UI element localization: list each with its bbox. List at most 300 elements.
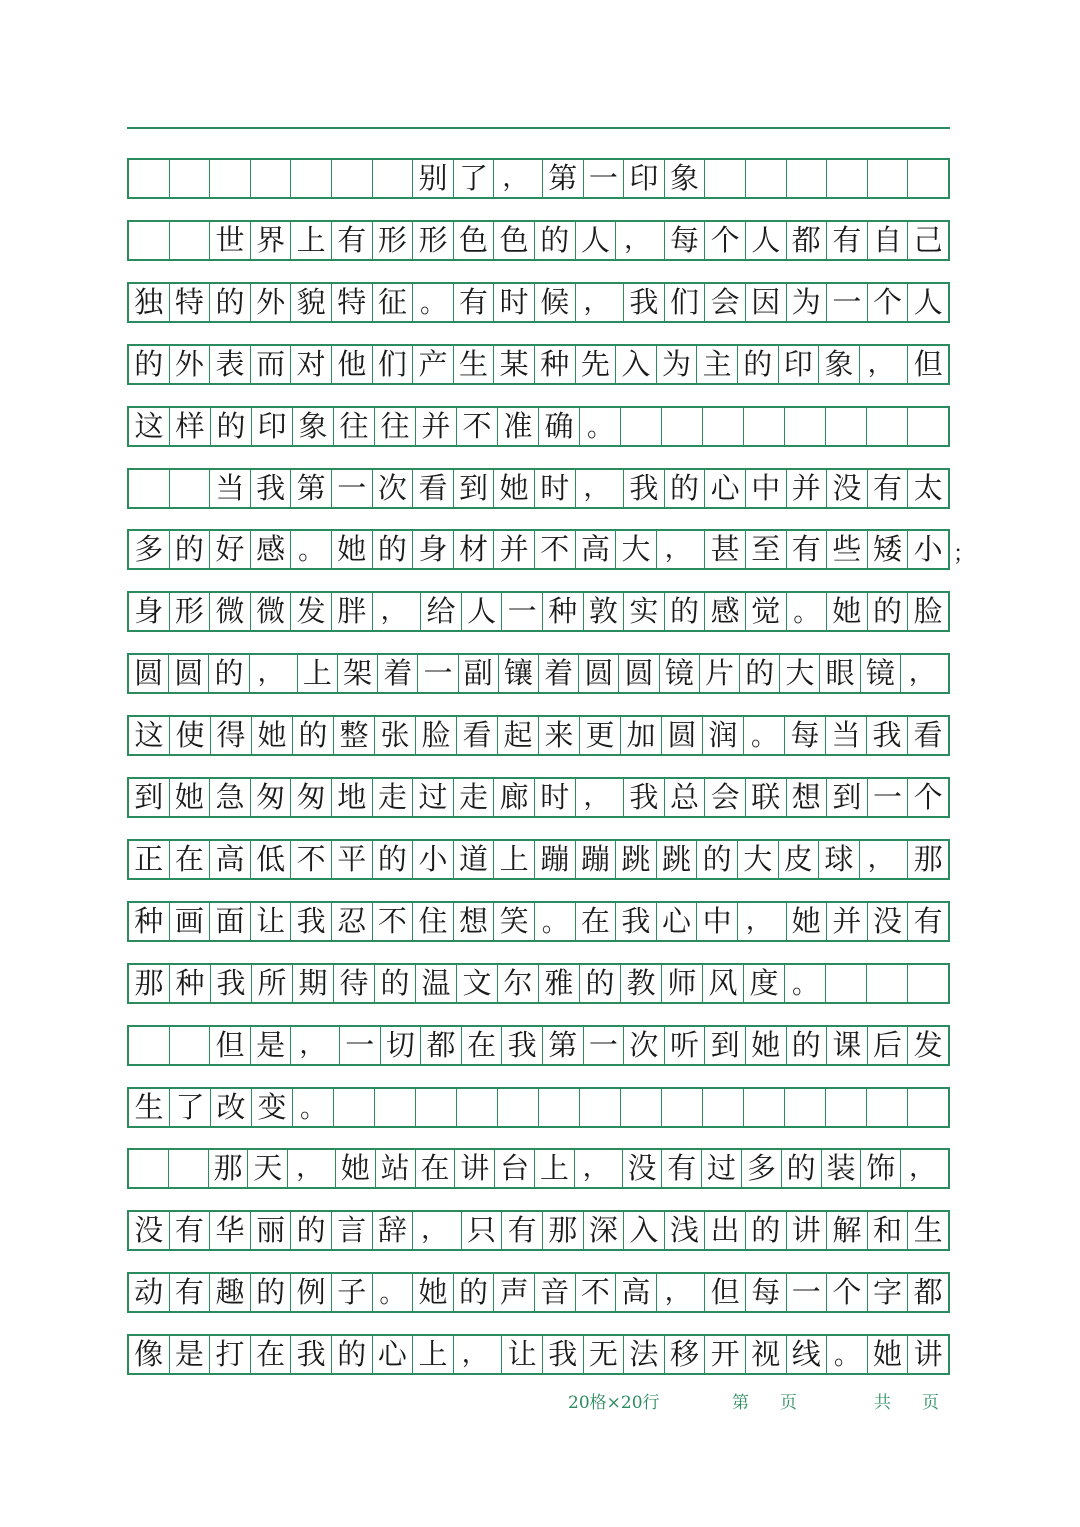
- grid-cell: 他: [332, 346, 373, 383]
- grid-cell: 我: [624, 779, 665, 816]
- grid-cell: 文: [457, 965, 498, 1002]
- grid-cell: 界: [251, 222, 292, 259]
- grid-cell: 镶: [499, 655, 539, 692]
- grid-cell: [867, 965, 908, 1002]
- grid-cell: 跳: [657, 841, 698, 878]
- grid-cell: 我: [624, 284, 665, 321]
- grid-cell: 。: [785, 965, 826, 1002]
- grid-cell: 给: [421, 593, 462, 630]
- grid-cell: 脸: [416, 717, 457, 754]
- grid-cell: [867, 408, 908, 445]
- grid-cell: [170, 222, 211, 259]
- grid-cell: 我: [867, 717, 908, 754]
- grid-cell: 第: [543, 160, 584, 197]
- grid-cell: 有: [662, 1150, 702, 1187]
- grid-cell: [580, 1089, 621, 1126]
- grid-cell: 的: [665, 593, 706, 630]
- grid-cell: 动: [129, 1274, 170, 1311]
- grid-cell: 想: [454, 903, 495, 940]
- grid-cell: 在: [170, 841, 211, 878]
- grid-cell: 们: [665, 284, 706, 321]
- grid-cell: 她: [868, 1336, 909, 1373]
- grid-cell: 在: [251, 1336, 292, 1373]
- grid-cell: 到: [129, 779, 170, 816]
- grid-cell: 字: [868, 1274, 909, 1311]
- grid-cell: 她: [336, 1150, 376, 1187]
- grid-cell: 镜: [660, 655, 700, 692]
- grid-cell: ，: [575, 1150, 623, 1187]
- grid-cell: 眼: [820, 655, 860, 692]
- grid-cell: 她: [170, 779, 211, 816]
- grid-cell: 时: [535, 779, 576, 816]
- grid-cell: 那: [543, 1212, 584, 1249]
- grid-cell: 圆: [662, 717, 703, 754]
- grid-cell: ，: [908, 658, 935, 689]
- grid-cell: 形: [413, 222, 454, 259]
- grid-cell: 的: [746, 1212, 787, 1249]
- grid-cell: [129, 1150, 169, 1187]
- grid-cell: 世: [210, 222, 251, 259]
- grid-cell: 高: [616, 1274, 657, 1311]
- grid-cell: 些: [827, 531, 868, 568]
- grid-cell: [785, 1089, 826, 1126]
- grid-cell: 好: [210, 531, 251, 568]
- grid-cell: 台: [495, 1150, 535, 1187]
- grid-cell: 某: [494, 346, 535, 383]
- grid-cell: 辞: [373, 1212, 414, 1249]
- grid-cell: 种: [543, 593, 584, 630]
- grid-cell: 镜: [861, 655, 901, 692]
- grid-cell: [867, 1089, 908, 1126]
- grid-cell: 并: [494, 531, 535, 568]
- grid-cell: 课: [827, 1027, 868, 1064]
- grid-cell: 道: [454, 841, 495, 878]
- total-unit-label: 页: [922, 1393, 939, 1413]
- grid-cell: [291, 160, 332, 197]
- grid-row: [127, 1334, 950, 1375]
- grid-cell: 因: [746, 284, 787, 321]
- grid-cell: 至: [746, 531, 787, 568]
- grid-cell: 都: [421, 1027, 462, 1064]
- grid-cell: [129, 160, 170, 197]
- grid-cell: 没: [623, 1150, 663, 1187]
- grid-cell: 矮: [868, 531, 909, 568]
- grid-cell: 出: [705, 1212, 746, 1249]
- grid-cell: 温: [416, 965, 457, 1002]
- grid-cell: 有: [827, 222, 868, 259]
- grid-cell: ，: [860, 346, 909, 383]
- grid-cell: 的: [209, 655, 249, 692]
- grid-cell: [170, 470, 211, 507]
- grid-cell: 的: [740, 655, 780, 692]
- grid-cell: 有: [787, 531, 828, 568]
- grid-cell: [908, 408, 948, 445]
- grid-cell: 圆: [169, 655, 209, 692]
- grid-cell: [908, 160, 948, 197]
- grid-cell: 解: [827, 1212, 868, 1249]
- grid-cell: 只: [462, 1212, 503, 1249]
- grid-cell: ，: [454, 1336, 503, 1373]
- grid-cell: [785, 408, 826, 445]
- grid-cell: 讲: [787, 1212, 828, 1249]
- grid-cell: 发: [913, 1027, 943, 1062]
- grid-cell: 的: [291, 1212, 332, 1249]
- grid-cell: 讲: [455, 1150, 495, 1187]
- grid-cell: 。: [291, 531, 332, 568]
- grid-cell: 到: [827, 779, 868, 816]
- grid-cell: 师: [662, 965, 703, 1002]
- grid-cell: 会: [705, 284, 746, 321]
- grid-cell: 在: [462, 1027, 503, 1064]
- grid-cell: 更: [580, 717, 621, 754]
- grid-cell: 个: [705, 222, 746, 259]
- grid-cell: 发: [291, 593, 332, 630]
- grid-cell: 我: [616, 903, 657, 940]
- grid-cell: 并: [827, 903, 868, 940]
- grid-row: [127, 777, 950, 818]
- grid-cell: 匆: [251, 779, 292, 816]
- grid-cell: 当: [210, 470, 251, 507]
- grid-cell: 线: [787, 1336, 828, 1373]
- grid-cell: 的: [251, 1274, 292, 1311]
- grid-cell: 人: [576, 222, 617, 259]
- grid-cell: 不: [576, 1274, 617, 1311]
- grid-cell: 的: [293, 717, 334, 754]
- grid-cell: 一: [502, 593, 543, 630]
- grid-cell: 感: [251, 531, 292, 568]
- grid-cell: 圆: [129, 655, 169, 692]
- grid-cell: 我: [211, 965, 252, 1002]
- grid-cell: 到: [705, 1027, 746, 1064]
- grid-row: [127, 1210, 950, 1251]
- grid-cell: 主: [697, 346, 738, 383]
- grid-cell: 上: [298, 655, 338, 692]
- grid-cell: [908, 965, 948, 1002]
- grid-cell: 我: [543, 1336, 584, 1373]
- grid-cell: 上: [291, 222, 332, 259]
- grid-cell: 我: [291, 903, 332, 940]
- grid-cell: 象: [665, 160, 706, 197]
- grid-cell: 的: [211, 408, 252, 445]
- grid-cell: 的: [454, 1274, 495, 1311]
- grid-cell: 色: [454, 222, 495, 259]
- grid-cell: 人: [746, 222, 787, 259]
- grid-cell: 独: [129, 284, 170, 321]
- grid-cell: 个: [868, 284, 909, 321]
- grid-cell: 变: [252, 1089, 293, 1126]
- grid-cell: 。: [373, 1274, 414, 1311]
- grid-cell: 候: [535, 284, 576, 321]
- grid-cell: 她: [413, 1274, 454, 1311]
- overflow-punctuation: ；: [953, 542, 976, 568]
- grid-cell: ，: [576, 284, 625, 321]
- grid-cell: 们: [373, 346, 414, 383]
- grid-cell: [498, 1089, 539, 1126]
- grid-cell: [744, 1089, 785, 1126]
- grid-row: [127, 468, 950, 509]
- grid-cell: [662, 408, 703, 445]
- grid-cell: 大: [738, 841, 779, 878]
- grid-cell: 蹦: [535, 841, 576, 878]
- grid-cell: 一: [332, 470, 373, 507]
- grid-cell: 球: [819, 841, 860, 878]
- grid-cell: ，: [250, 655, 298, 692]
- grid-cell: 入: [624, 1212, 665, 1249]
- grid-cell: 我: [251, 470, 292, 507]
- grid-cell: 一: [827, 284, 868, 321]
- grid-cell: 我: [624, 470, 665, 507]
- grid-cell: 第: [291, 470, 332, 507]
- top-rule: [127, 127, 950, 129]
- grid-cell: 联: [746, 779, 787, 816]
- grid-cell: 看: [913, 718, 943, 753]
- grid-cell: 像: [129, 1336, 170, 1373]
- grid-cell: 听: [665, 1027, 706, 1064]
- grid-cell: ，: [657, 531, 706, 568]
- grid-cell: 了: [170, 1089, 211, 1126]
- grid-cell: 先: [576, 346, 617, 383]
- grid-cell: 并: [416, 408, 457, 445]
- grid-cell: [334, 1089, 375, 1126]
- grid-cell: 待: [334, 965, 375, 1002]
- grid-cell: 面: [210, 903, 251, 940]
- grid-cell: [332, 160, 373, 197]
- grid-cell: 当: [826, 717, 867, 754]
- grid-cell: 的: [373, 841, 414, 878]
- grid-cell: 没: [827, 470, 868, 507]
- grid-cell: 。: [827, 1336, 868, 1373]
- grid-cell: ，: [860, 841, 909, 878]
- grid-cell: 准: [498, 408, 539, 445]
- grid-cell: 看: [457, 717, 498, 754]
- grid-cell: 有: [332, 222, 373, 259]
- grid-cell: 不: [373, 903, 414, 940]
- grid-cell: 上: [413, 1336, 454, 1373]
- grid-cell: 的: [375, 965, 416, 1002]
- grid-cell: 她: [746, 1027, 787, 1064]
- grid-cell: 和: [868, 1212, 909, 1249]
- grid-cell: 有: [502, 1212, 543, 1249]
- grid-cell: 并: [787, 470, 828, 507]
- grid-cell: 整: [334, 717, 375, 754]
- grid-cell: 每: [746, 1274, 787, 1311]
- grid-cell: 是: [170, 1336, 211, 1373]
- grid-cell: 生: [129, 1089, 170, 1126]
- grid-cell: 她: [827, 593, 868, 630]
- grid-cell: [210, 160, 251, 197]
- grid-row: [127, 715, 950, 756]
- grid-cell: 敦: [584, 593, 625, 630]
- grid-cell: 装: [822, 1150, 862, 1187]
- grid-cell: 深: [584, 1212, 625, 1249]
- grid-cell: [539, 1089, 580, 1126]
- grid-cell: 但: [210, 1027, 251, 1064]
- grid-cell: 丽: [251, 1212, 292, 1249]
- grid-cell: 印: [779, 346, 820, 383]
- grid-cell: [826, 1089, 867, 1126]
- grid-cell: 副: [459, 655, 499, 692]
- grid-cell: 那: [129, 965, 170, 1002]
- grid-cell: 会: [705, 779, 746, 816]
- grid-row: [127, 406, 950, 447]
- grid-cell: 她: [332, 531, 373, 568]
- grid-cell: ，: [288, 1150, 336, 1187]
- grid-cell: 她: [787, 903, 828, 940]
- grid-cell: 高: [210, 841, 251, 878]
- grid-cell: 她: [252, 717, 293, 754]
- grid-cell: 心: [705, 470, 746, 507]
- grid-cell: 开: [705, 1336, 746, 1373]
- grid-cell: 特: [332, 284, 373, 321]
- grid-cell: 小: [413, 841, 454, 878]
- grid-cell: 一: [868, 779, 909, 816]
- grid-cell: [375, 1089, 416, 1126]
- grid-cell: 度: [744, 965, 785, 1002]
- grid-cell: ，: [413, 1212, 462, 1249]
- grid-cell: 确: [539, 408, 580, 445]
- grid-cell: 的: [373, 531, 414, 568]
- grid-cell: 匆: [291, 779, 332, 816]
- grid-cell: 地: [332, 779, 373, 816]
- grid-cell: [170, 1027, 211, 1064]
- grid-cell: 着: [539, 655, 579, 692]
- grid-cell: 种: [129, 903, 170, 940]
- grid-cell: [703, 408, 744, 445]
- grid-cell: 一: [418, 655, 458, 692]
- grid-cell: 视: [746, 1336, 787, 1373]
- grid-cell: 微: [251, 593, 292, 630]
- grid-cell: 圆: [619, 655, 659, 692]
- grid-cell: [787, 160, 828, 197]
- grid-cell: 过: [413, 779, 454, 816]
- grid-cell: 第: [543, 1027, 584, 1064]
- grid-cell: 架: [338, 655, 378, 692]
- grid-cell: 浅: [665, 1212, 706, 1249]
- page-number-label: 第: [732, 1393, 749, 1413]
- grid-cell: 有: [454, 284, 495, 321]
- grid-cell: 外: [251, 284, 292, 321]
- grid-cell: 个: [827, 1274, 868, 1311]
- grid-cell: 那: [209, 1150, 249, 1187]
- grid-cell: 种: [170, 965, 211, 1002]
- grid-cell: 的: [787, 1027, 828, 1064]
- grid-cell: 总: [665, 779, 706, 816]
- grid-cell: 生: [913, 1213, 943, 1248]
- grid-cell: 张: [375, 717, 416, 754]
- grid-cell: [170, 160, 211, 197]
- grid-cell: 象: [819, 346, 860, 383]
- grid-cell: 她: [494, 470, 535, 507]
- grid-cell: 多: [129, 531, 170, 568]
- grid-row: [127, 901, 950, 942]
- grid-cell: 到: [454, 470, 495, 507]
- grid-cell: 。: [413, 284, 454, 321]
- grid-row: [127, 220, 950, 261]
- grid-cell: 趣: [210, 1274, 251, 1311]
- grid-cell: [129, 1027, 170, 1064]
- grid-row: [127, 1148, 950, 1189]
- grid-cell: 一: [787, 1274, 828, 1311]
- grid-cell: 次: [624, 1027, 665, 1064]
- grid-cell: [457, 1089, 498, 1126]
- grid-row: [127, 591, 950, 632]
- grid-cell: [744, 408, 785, 445]
- grid-cell: 有: [868, 470, 909, 507]
- grid-cell: 画: [170, 903, 211, 940]
- grid-cell: ，: [373, 593, 422, 630]
- grid-cell: 教: [621, 965, 662, 1002]
- grid-cell: 改: [211, 1089, 252, 1126]
- grid-cell: 这: [129, 717, 170, 754]
- grid-cell: ，: [576, 470, 625, 507]
- grid-cell: 色: [494, 222, 535, 259]
- grid-cell: 心: [373, 1336, 414, 1373]
- grid-cell: [129, 222, 170, 259]
- grid-cell: 的: [535, 222, 576, 259]
- grid-cell: 征: [373, 284, 414, 321]
- grid-cell: 期: [293, 965, 334, 1002]
- grid-cell: 了: [454, 160, 495, 197]
- grid-cell: 人: [913, 284, 943, 319]
- grid-cell: 的: [697, 841, 738, 878]
- grid-cell: 想: [787, 779, 828, 816]
- grid-cell: 的: [129, 346, 170, 383]
- grid-row: [127, 1087, 950, 1128]
- grid-cell: 风: [703, 965, 744, 1002]
- grid-cell: 脸: [913, 594, 943, 629]
- grid-cell: [621, 408, 662, 445]
- grid-cell: 没: [129, 1212, 170, 1249]
- grid-cell: 实: [624, 593, 665, 630]
- grid-cell: ，: [291, 1027, 340, 1064]
- grid-row: [127, 282, 950, 323]
- grid-cell: 多: [742, 1150, 782, 1187]
- grid-cell: 为: [787, 284, 828, 321]
- grid-cell: 感: [705, 593, 746, 630]
- grid-cell: 对: [291, 346, 332, 383]
- grid-cell: 但: [705, 1274, 746, 1311]
- grid-cell: 不: [291, 841, 332, 878]
- grid-cell: 过: [702, 1150, 742, 1187]
- grid-row: [127, 529, 950, 570]
- grid-cell: 一: [340, 1027, 381, 1064]
- grid-cell: 尔: [498, 965, 539, 1002]
- grid-cell: 使: [170, 717, 211, 754]
- grid-cell: 己: [913, 222, 943, 257]
- grid-cell: 打: [210, 1336, 251, 1373]
- grid-cell: [826, 965, 867, 1002]
- grid-row: [127, 839, 950, 880]
- grid-cell: 上: [535, 1150, 575, 1187]
- grid-cell: 表: [210, 346, 251, 383]
- grid-cell: 例: [291, 1274, 332, 1311]
- grid-cell: 身: [129, 593, 170, 630]
- grid-cell: 有: [913, 903, 943, 938]
- grid-cell: 样: [170, 408, 211, 445]
- grid-cell: 都: [913, 1275, 943, 1310]
- grid-cell: 高: [576, 531, 617, 568]
- grid-cell: 个: [913, 780, 943, 814]
- grid-cell: 低: [251, 841, 292, 878]
- grid-cell: 让: [251, 903, 292, 940]
- grid-cell: 在: [416, 1150, 456, 1187]
- grid-cell: 起: [498, 717, 539, 754]
- grid-cell: 站: [376, 1150, 416, 1187]
- grid-cell: 。: [293, 1089, 334, 1126]
- grid-cell: 。: [787, 593, 828, 630]
- grid-cell: 那: [913, 841, 943, 876]
- grid-cell: ，: [909, 1153, 936, 1184]
